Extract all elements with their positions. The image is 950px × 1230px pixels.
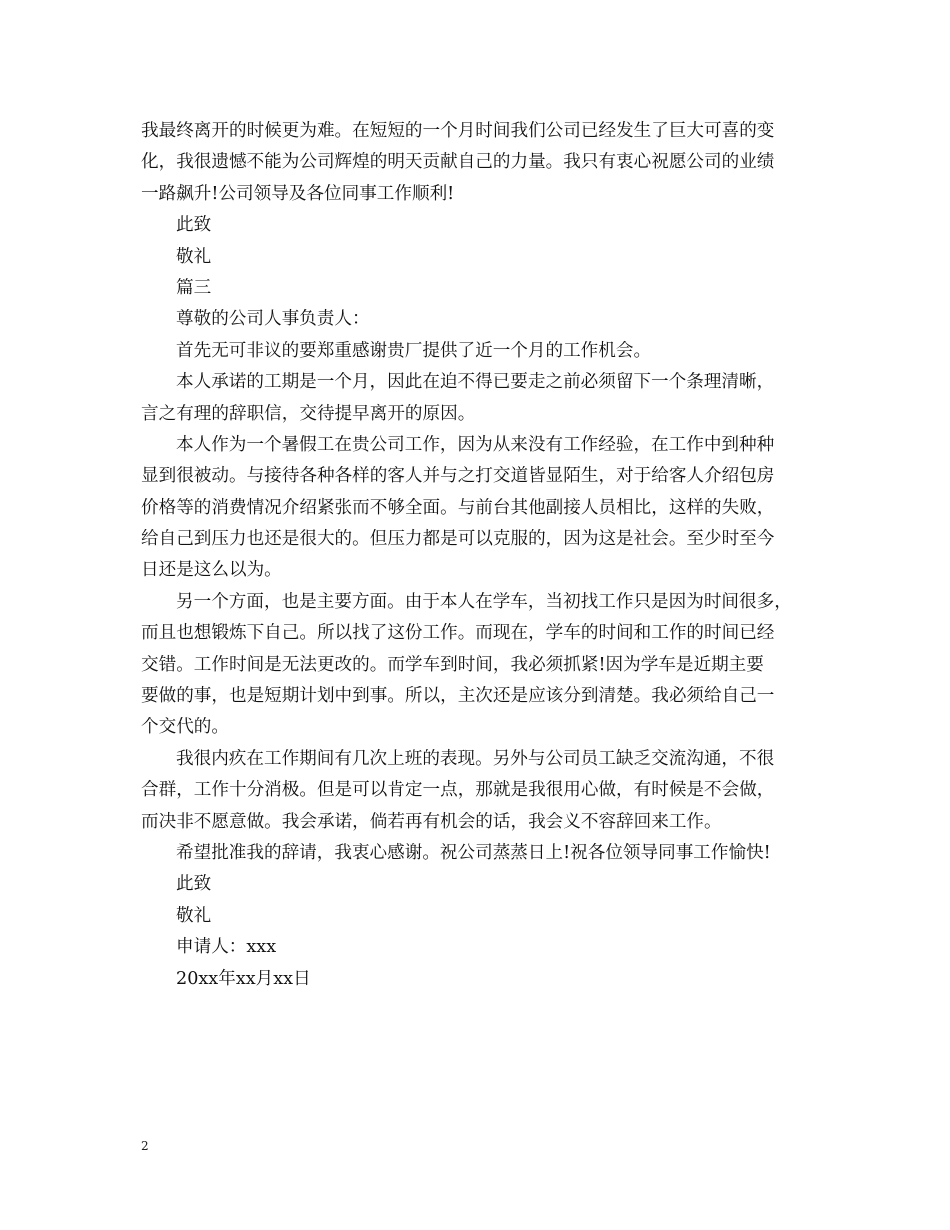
text-line: 此致 xyxy=(176,215,212,236)
text-line: 言之有理的辞职信，交待提早离开的原因。 xyxy=(141,403,476,424)
text-line: 本人承诺的工期是一个月，因此在迫不得已要走之前必须留下一个条理清晰， xyxy=(176,372,775,393)
text-line: 20xx年xx月xx日 xyxy=(176,968,311,989)
text-line: 给自己到压力也还是很大的。但压力都是可以克服的，因为这是社会。至少时至今 xyxy=(141,529,775,550)
text-line: 个交代的。 xyxy=(141,717,229,738)
text-line: 一路飙升!公司领导及各位同事工作顺利! xyxy=(141,183,455,204)
text-line: 日还是这么以为。 xyxy=(141,560,282,581)
text-line: 尊敬的公司人事负责人： xyxy=(176,309,370,330)
text-line: 我很内疚在工作期间有几次上班的表现。另外与公司员工缺乏交流沟通，不很 xyxy=(176,748,775,769)
text-line: 另一个方面，也是主要方面。由于本人在学车，当初找工作只是因为时间很多， xyxy=(176,591,792,612)
text-line: 要做的事，也是短期计划中到事。所以，主次还是应该分到清楚。我必须给自己一 xyxy=(141,686,775,707)
text-line: 而且也想锻炼下自己。所以找了这份工作。而现在，学车的时间和工作的时间已经 xyxy=(141,623,775,644)
text-line: 篇三 xyxy=(176,277,212,298)
text-line: 我最终离开的时候更为难。在短短的一个月时间我们公司已经发生了巨大可喜的变 xyxy=(141,121,775,141)
text-line: 本人作为一个暑假工在贵公司工作，因为从来没有工作经验，在工作中到种种 xyxy=(176,434,775,455)
text-line: 敬礼 xyxy=(176,246,212,267)
text-line: 交错。工作时间是无法更改的。而学车到时间，我必须抓紧!因为学车是近期主要 xyxy=(141,654,764,675)
text-line: 化，我很遗憾不能为公司辉煌的明天贡献自己的力量。我只有衷心祝愿公司的业绩 xyxy=(141,152,775,173)
text-line: 首先无可非议的要郑重感谢贵厂提供了近一个月的工作机会。 xyxy=(176,340,652,361)
page-number: 2 xyxy=(141,1139,149,1153)
text-line: 合群，工作十分消极。但是可以肯定一点，那就是我很用心做，有时候是不会做， xyxy=(141,780,775,801)
text-line: 申请人：xxx xyxy=(176,937,277,958)
text-line: 希望批准我的辞请，我衷心感谢。祝公司蒸蒸日上!祝各位领导同事工作愉快! xyxy=(176,842,771,863)
text-line: 此致 xyxy=(176,874,212,895)
text-line: 敬礼 xyxy=(176,905,212,926)
text-line: 显到很被动。与接待各种各样的客人并与之打交道皆显陌生，对于给客人介绍包房 xyxy=(141,466,775,487)
text-line: 价格等的消费情况介绍紧张而不够全面。与前台其他副接人员相比，这样的失败， xyxy=(141,497,775,518)
document-body xyxy=(141,116,831,995)
text-line: 而决非不愿意做。我会承诺，倘若再有机会的话，我会义不容辞回来工作。 xyxy=(141,811,722,832)
